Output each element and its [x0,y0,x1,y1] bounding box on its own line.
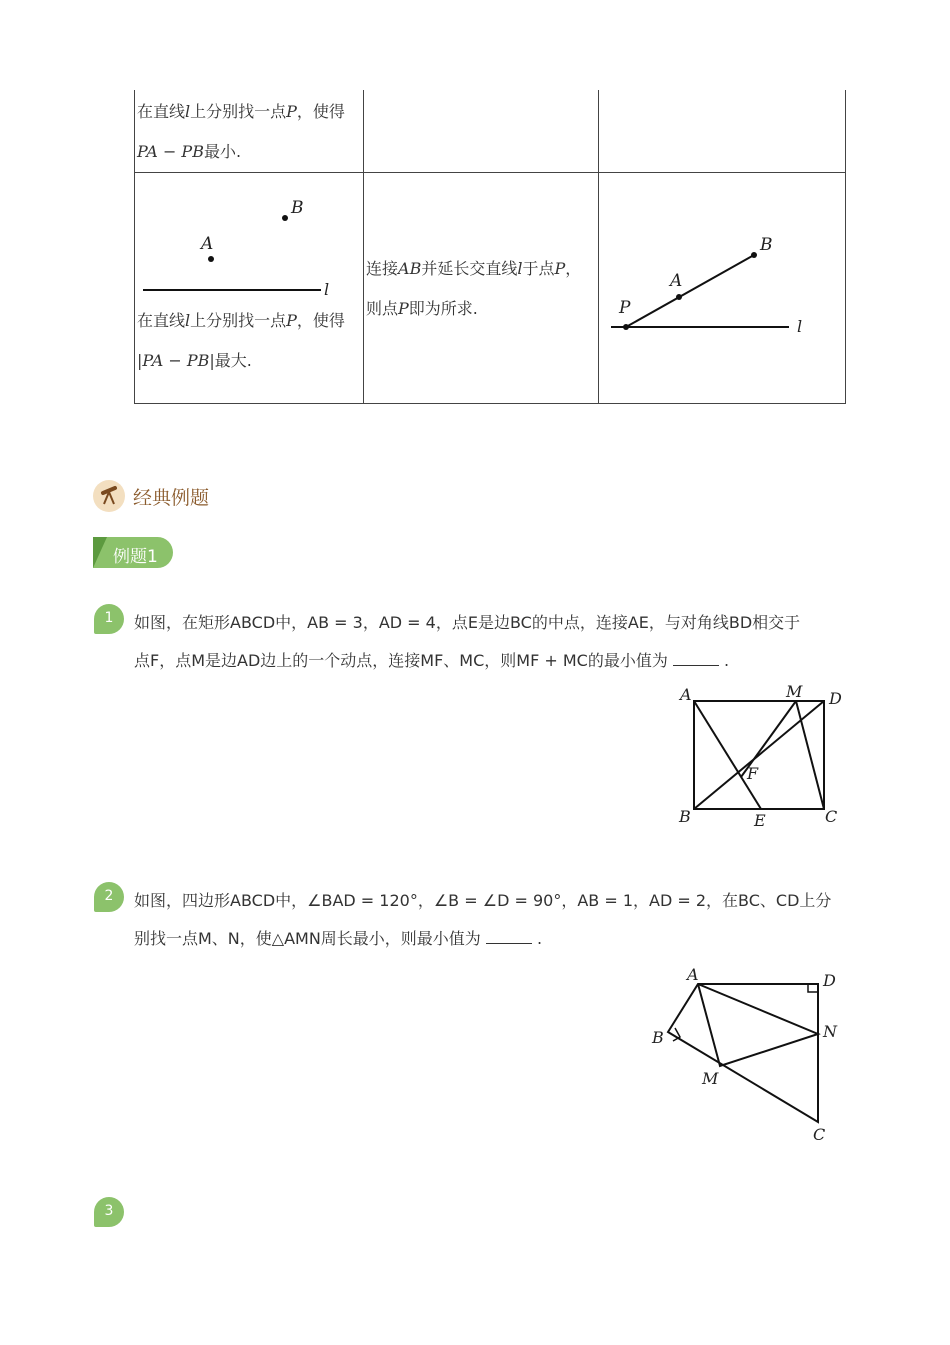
label-b: B [679,807,691,826]
label-d: D [829,689,842,708]
row1-var-l: l [185,102,191,121]
label-b: B [760,235,773,255]
label-e: E [754,811,766,830]
row1-text-mid: 上分别找一点 [190,102,287,121]
table-cell-condition [135,90,364,173]
question-2-line-1: 如图，四边形ABCD中，∠BAD = 120°，∠B = ∠D = 90°，AB = 1，AD = 2，在BC、CD上分 [134,891,832,910]
question-1-line-2-end: . [724,651,730,670]
question-2-text [134,882,831,958]
row2-math: |PA − PB| [137,351,215,370]
question-number-badge: 2 [94,882,124,912]
segment-ae [694,701,761,809]
point-a-dot [676,294,682,300]
row1-math: PA − PB [137,142,204,161]
example-tag [93,537,173,568]
answer-blank[interactable] [673,651,719,666]
line-pb [626,255,754,327]
label-c: C [825,807,838,826]
label-a: A [670,271,683,291]
row2-var-p: P [286,311,297,330]
method-var-l: l [517,259,523,278]
method-text-end: ， [565,259,582,278]
question-2-line-2: 别找一点M、N，使△AMN周长最小，则最小值为 [134,929,481,948]
table-row [135,173,846,404]
method-line2-pre: 则点 [366,299,399,318]
label-n: N [823,1022,837,1041]
table-cell-method [364,173,599,404]
question-1-text [134,604,800,680]
segment-bd [694,701,824,809]
label-a: A [201,234,214,254]
label-c: C [813,1125,826,1144]
question-number-badge: 1 [94,604,124,634]
question-2-figure [640,960,850,1150]
label-l: l [324,280,330,299]
method-var-ab: AB [398,259,422,278]
method-line2-post: 即为所求. [408,299,478,318]
label-d: D [823,971,836,990]
question-number-badge: 3 [94,1197,124,1227]
segment-mc [796,701,824,809]
method-text-mid: 并延长交直线 [421,259,518,278]
label-m: M [786,682,803,701]
right-angle-d [808,984,818,992]
row2-var-l: l [185,311,191,330]
point-b-dot [751,252,757,258]
question-1-line-2: 点F，点M是边AD边上的一个动点，连接MF、MC，则MF + MC的最小值为 [134,651,668,670]
example-tag-label: 例题1 [113,547,158,567]
triangle-amn [698,984,818,1066]
table-row [135,90,846,173]
row2-solution-figure [599,173,845,403]
label-p: P [619,298,631,318]
row2-text-pre: 在直线 [137,311,186,330]
quadrilateral-abcd [668,984,818,1122]
answer-blank[interactable] [486,929,532,944]
point-a-dot [208,256,214,262]
label-a: A [680,685,692,704]
row2-text-mid: 上分别找一点 [190,311,287,330]
row2-text-end: 最大. [214,351,252,370]
row1-text-pre: 在直线 [137,102,186,121]
point-p-dot [623,324,629,330]
telescope-icon [93,480,125,512]
label-l: l [797,317,803,336]
table-cell-method [364,90,599,173]
method-var-p: P [554,259,566,278]
question-1-line-1: 如图，在矩形ABCD中，AB = 3，AD = 4，点E是边BC的中点，连接AE，与对角线BD相交于 [134,613,801,632]
row2-text-post: ，使得 [296,311,345,330]
row1-var-p: P [286,102,297,121]
question-1-figure [670,680,850,830]
row1-text-end: 最小. [203,142,242,161]
label-b: B [652,1028,664,1047]
section-title: 经典例题 [133,487,210,509]
method-text-pre: 连接 [366,259,399,278]
question-2-line-2-end: . [537,929,543,948]
telescope-icon-glyph [93,480,125,512]
label-m: M [702,1069,719,1088]
method-table [134,90,846,404]
row2-problem-figure [135,173,363,303]
point-b-dot [282,215,288,221]
method-text-post: 于点 [522,259,555,278]
table-cell-figure [599,173,846,404]
label-b: B [291,198,304,218]
table-cell-condition [135,173,364,404]
row1-text-post: ，使得 [296,102,345,121]
method-line2-var: P [398,299,409,318]
label-a: A [687,965,699,984]
label-f: F [747,764,759,783]
table-cell-figure [599,90,846,173]
